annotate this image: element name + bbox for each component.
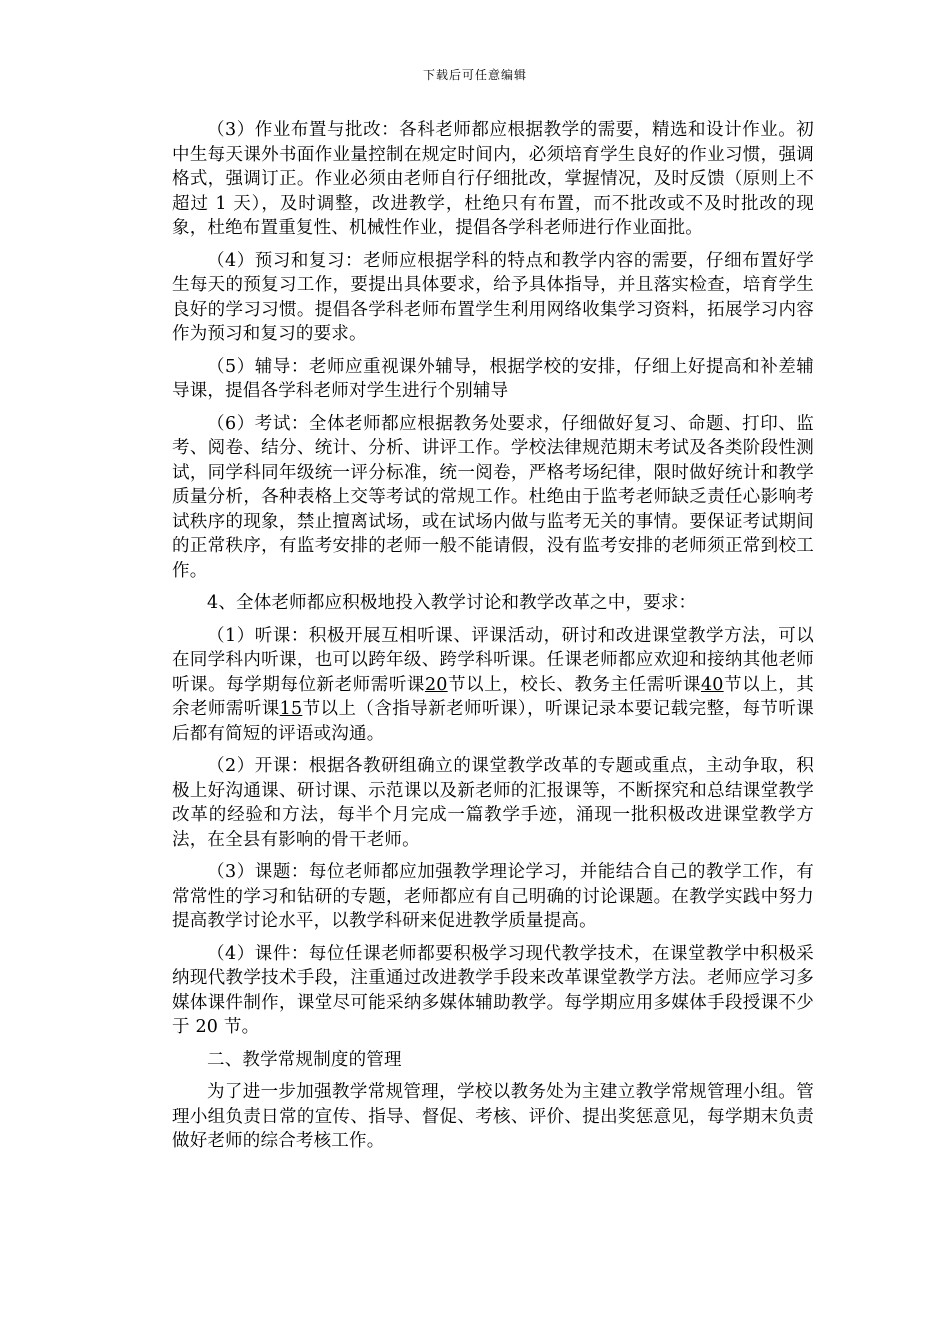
paragraph-homework: （3）作业布置与批改：各科老师都应根据教学的需要，精选和设计作业。初中生每天课外书面作业量控制在规定时间内，必须培育学生良好的作业习惯，强调格式，强调订正。作业必须由老师自行仔细批改，掌握情况，及时反馈（原则上不超过 1 天），及时调整，改进教学，杜绝只有布置，而不批改或不及时批改的现象，杜绝布置重复性、机械性作业，提倡各学科老师进行作业面批。 (172, 120, 814, 238)
section-heading-management: 二、教学常规制度的管理 (207, 1049, 402, 1070)
paragraph-courseware: （4）课件：每位任课老师都要积极学习现代教学技术，在课堂教学中积极采纳现代教学技术手段，注重通过改进教学手段来改革课堂教学方法。老师应学习多媒体课件制作，课堂尽可能采纳多媒体辅助教学。每学期应用多媒体手段授课不少于 20 节。 (172, 943, 814, 1037)
paragraph-open-lessons: （2）开课：根据各教研组确立的课堂教学改革的专题或重点，主动争取，积极上好沟通课、研讨课、示范课以及新老师的汇报课等，不断探究和总结课堂教学改革的经验和方法，每半个月完成一篇教学手迹，涌现一批积极改进课堂教学方法，在全县有影响的骨干老师。 (172, 756, 814, 850)
observation-count-other: 15 (279, 699, 303, 719)
paragraph-tutoring: （5）辅导：老师应重视课外辅导，根据学校的安排，仔细上好提高和补差辅导课，提倡各学科老师对学生进行个别辅导 (172, 356, 814, 401)
observation-text-2: 节以上，校长、教务主任需听课 (447, 674, 701, 695)
observation-count-principal: 40 (700, 674, 724, 695)
observation-text-3: 节以上，其余老师需听课 (172, 674, 814, 719)
paragraph-research-topics: （3）课题：每位老师都应加强教学理论学习，并能结合自己的教学工作，有常常性的学习和钻研的专题，老师都应有自己明确的讨论课题。在教学实践中努力提高教学讨论水平，以教学科研来促进教学质量提高。 (172, 862, 814, 931)
page-header: 下载后可任意编辑 (422, 68, 527, 82)
paragraph-preview-review: （4）预习和复习：老师应根据学科的特点和教学内容的需要，仔细布置好学生每天的预复习工作，要提出具体要求，给予具体指导，并且落实检查，培育学生良好的学习习惯。提倡各学科老师布置学生利用网络收集学习资料，拓展学习内容作为预习和复习的要求。 (172, 250, 814, 344)
paragraph-management-group: 为了进一步加强教学常规管理，学校以教务处为主建立教学常规管理小组。管理小组负责日常的宣传、指导、督促、考核、评价、提出奖惩意见，每学期末负责做好老师的综合考核工作。 (172, 1082, 814, 1151)
paragraph-lesson-observation (172, 624, 814, 747)
observation-text-1: （1）听课：积极开展互相听课、评课活动，研讨和改进课堂教学方法，可以在同学科内听课，也可以跨年级、跨学科听课。任课老师都应欢迎和接纳其他老师听课。每学期每位新老师需听课 (172, 625, 814, 695)
document-body (172, 118, 814, 1162)
paragraph-section-4-intro: 4、全体老师都应积极地投入教学讨论和教学改革之中，要求： (207, 593, 697, 613)
observation-count-new-teacher: 20 (424, 674, 448, 695)
paragraph-exams: （6）考试：全体老师都应根据教务处要求，仔细做好复习、命题、打印、监考、阅卷、结分、统计、分析、讲评工作。学校法律规范期末考试及各类阶段性测试，同学科同年级统一评分标准，统一阅卷，严格考场纪律，限时做好统计和教学质量分析，各种表格上交等考试的常规工作。杜绝由于监考老师缺乏责任心影响考试秩序的现象，禁止擅离试场，或在试场内做与监考无关的事情。要保证考试期间的正常秩序，有监考安排的老师一般不能请假，没有监考安排的老师须正常到校工作。 (172, 413, 814, 581)
observation-text-4: 节以上（含指导新老师听课），听课记录本要记载完整，每节听课后都有简短的评语或沟通。 (172, 699, 814, 744)
